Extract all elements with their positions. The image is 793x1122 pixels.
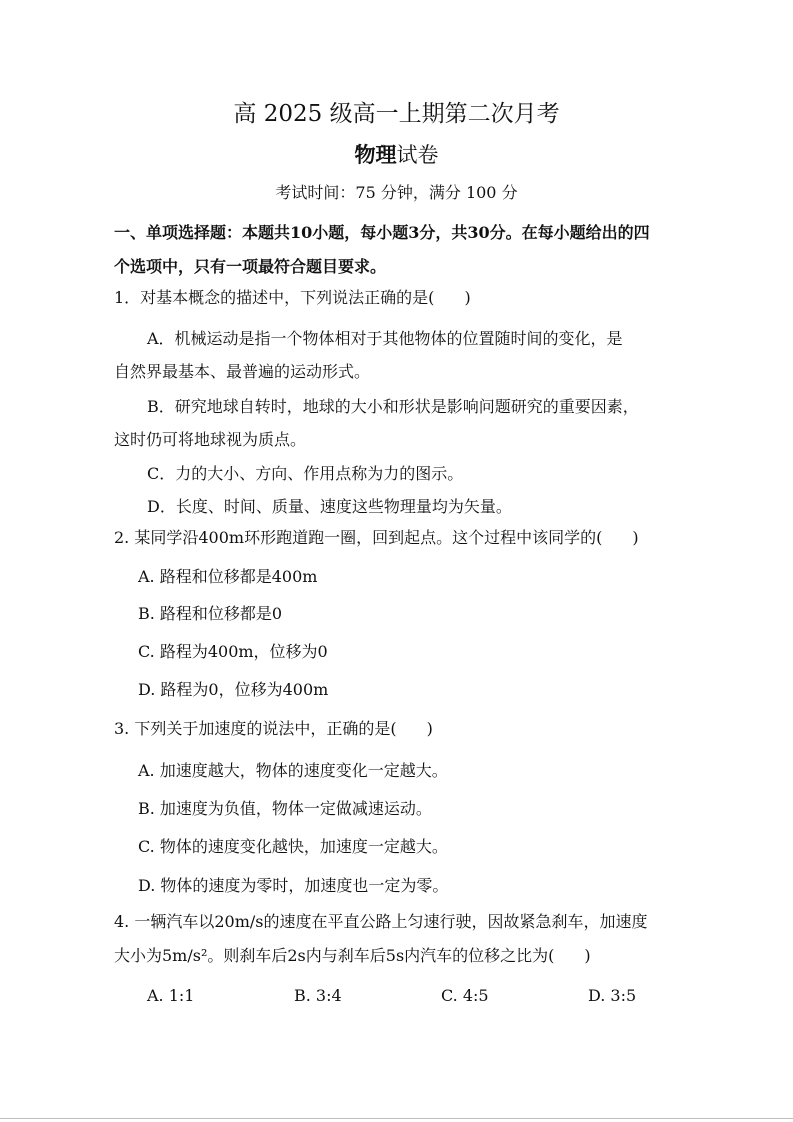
question-1-option-a-line2: 自然界最基本、最普遍的运动形式。 [114,362,371,381]
question-4-stem-line2 [114,946,591,966]
question-4-close: ) [584,946,591,965]
question-4-option-d: D. 3:5 [588,986,637,1005]
question-2-text: 2. 某同学沿400m环形跑道跑一圈，回到起点。这个过程中该同学的( [114,528,603,547]
question-2-stem [114,528,639,548]
question-1-option-b-line1: B．研究地球自转时，地球的大小和形状是影响问题研究的重要因素， [147,397,639,416]
question-4-option-c: C. 4:5 [441,986,489,1005]
question-4-option-b: B. 3:4 [294,986,342,1005]
section-heading-line2: 个选项中，只有一项最符合题目要求。 [114,257,387,276]
question-2-close: ) [632,528,639,547]
question-3-option-a: A. 加速度越大，物体的速度变化一定越大。 [138,761,448,780]
question-3-stem [114,719,433,739]
question-1-text: 1．对基本概念的描述中，下列说法正确的是( [114,288,435,307]
question-1-stem [114,288,471,308]
question-2-option-b: B. 路程和位移都是0 [138,604,283,623]
question-3-option-b: B. 加速度为负值，物体一定做减速运动。 [138,799,432,818]
question-1-close: ) [464,288,471,307]
question-4-option-a: A. 1:1 [147,986,195,1005]
question-4-text: 大小为5m/s²。则刹车后2s内与刹车后5s内汽车的位移之比为( [114,946,555,965]
question-1-option-b-line2: 这时仍可将地球视为质点。 [114,430,307,449]
question-3-option-c: C. 物体的速度变化越快，加速度一定越大。 [138,837,448,856]
question-1-option-d: D．长度、时间、质量、速度这些物理量均为矢量。 [147,497,512,516]
question-3-option-d: D. 物体的速度为零时，加速度也一定为零。 [138,876,449,895]
question-2-option-d: D. 路程为0，位移为400m [138,680,329,699]
exam-title: 高 2025 级高一上期第二次月考 [233,101,560,127]
question-1-option-c: C．力的大小、方向、作用点称为力的图示。 [147,464,464,483]
subject-title [0,142,793,168]
page-bottom-divider [0,1118,793,1119]
subject-title-rest: 试卷 [396,143,439,167]
question-2-option-a: A. 路程和位移都是400m [138,567,318,586]
question-3-close: ) [426,719,433,738]
question-1-option-a-line1: A．机械运动是指一个物体相对于其他物体的位置随时间的变化，是 [147,329,623,348]
section-heading-line1: 一、单项选择题：本题共10小题，每小题3分，共30分。在每小题给出的四 [114,223,650,242]
question-4-stem-line1: 4. 一辆汽车以20m/s的速度在平直公路上匀速行驶，因故紧急刹车，加速度 [114,912,648,931]
subject-title-bold: 物理 [354,142,397,167]
exam-info: 考试时间：75 分钟，满分 100 分 [275,183,518,202]
question-3-text: 3. 下列关于加速度的说法中，正确的是( [114,719,397,738]
question-2-option-c: C. 路程为400m，位移为0 [138,642,328,661]
